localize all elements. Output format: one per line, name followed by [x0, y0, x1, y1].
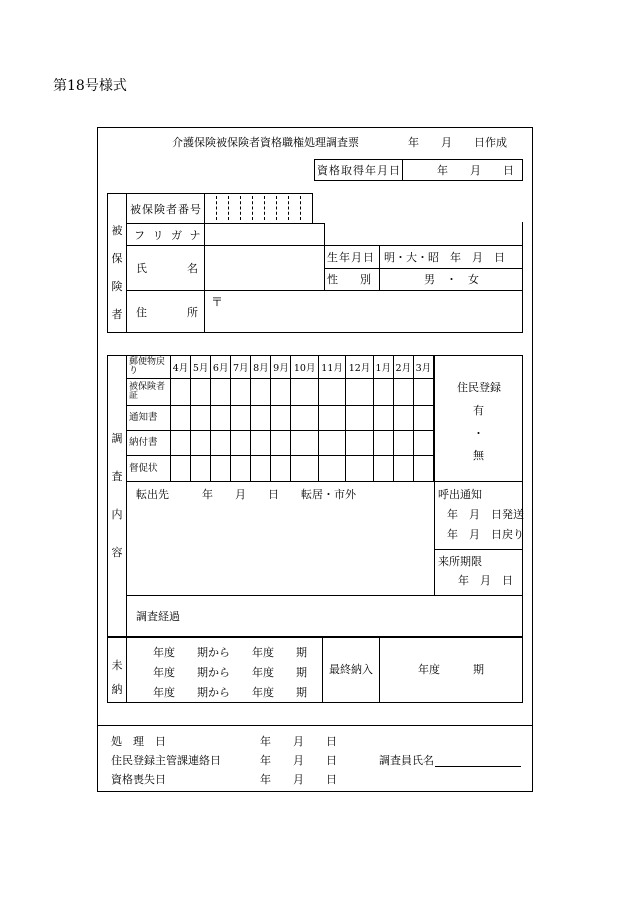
- month-header: 10月: [291, 356, 318, 379]
- moveout-text: 転出先 年 月 日 転居・市外: [136, 488, 356, 501]
- month-header: 1月: [373, 356, 393, 379]
- month-header: 11月: [318, 356, 345, 379]
- callout-back: 年 月 日戻り: [447, 528, 524, 541]
- furigana-label: フ リ ガ ナ: [134, 229, 203, 242]
- address-label-2: 所: [187, 306, 198, 319]
- unpaid-row: 年度 期から 年度 期: [153, 666, 307, 679]
- row-label: 通知書: [127, 406, 171, 431]
- row-label: 納付書: [127, 431, 171, 456]
- birth-value: 明・大・昭 年 月 日: [384, 251, 505, 264]
- row-label: 督促状: [127, 456, 171, 482]
- month-header: 8月: [251, 356, 271, 379]
- unpaid-row: 年度 期から 年度 期: [153, 646, 307, 659]
- month-header: 12月: [346, 356, 373, 379]
- callout-sent: 年 月 日発送: [447, 508, 524, 521]
- acquisition-date-label: 資格取得年月日: [317, 164, 401, 177]
- month-header: 6月: [211, 356, 231, 379]
- form-number: 第18号様式: [53, 78, 127, 94]
- birth-label: 生年月日: [327, 251, 375, 264]
- visit-deadline-value: 年 月 日: [458, 574, 513, 587]
- month-header: 5月: [191, 356, 211, 379]
- unpaid-row: 年度 期から 年度 期: [153, 686, 307, 699]
- address-label-1: 住: [136, 306, 147, 319]
- loss-date-label: 資格喪失日: [111, 773, 166, 786]
- contact-date-label: 住民登録主管課連絡日: [111, 754, 221, 767]
- month-header: 2月: [393, 356, 413, 379]
- form-title: 介護保険被保険者資格職権処理調査票: [172, 136, 359, 149]
- unpaid-side-label: 未 納: [111, 659, 123, 696]
- contact-date-value: 年 月 日: [260, 754, 337, 767]
- last-payment-label: 最終納入: [329, 663, 373, 676]
- date-created: 年 月 日作成: [408, 136, 507, 149]
- name-label-1: 氏: [136, 262, 147, 275]
- process-date-label: 処 理 日: [111, 735, 166, 748]
- month-header: 4月: [171, 356, 191, 379]
- row-label: 被保険者証: [127, 379, 171, 406]
- month-header: 9月: [271, 356, 291, 379]
- insured-side-label: 被 保 険 者: [111, 224, 123, 321]
- investigator-label: 調査員氏名: [379, 754, 434, 767]
- resident-registration-title: 住民登録: [457, 381, 501, 394]
- survey-side-label: 調 査 内 容: [111, 432, 123, 559]
- postal-mark: 〒: [211, 295, 224, 309]
- mail-month-grid: [126, 355, 434, 482]
- sex-label: 性 別: [327, 273, 371, 286]
- sex-value: 男 ・ 女: [424, 273, 479, 286]
- row-label: 郵便物戻り: [127, 356, 171, 379]
- callout-title: 呼出通知: [438, 488, 482, 501]
- insured-number-label: 被保険者番号: [130, 203, 202, 216]
- last-payment-value: 年度 期: [418, 663, 484, 676]
- resident-yes: 有: [473, 404, 484, 417]
- visit-deadline-title: 来所期限: [438, 555, 482, 568]
- month-header: 3月: [413, 356, 433, 379]
- progress-label: 調査経過: [136, 610, 180, 623]
- loss-date-value: 年 月 日: [260, 773, 337, 786]
- investigator-signature-line: [435, 766, 521, 767]
- month-header: 7月: [231, 356, 251, 379]
- process-date-value: 年 月 日: [260, 735, 337, 748]
- name-label-2: 名: [187, 262, 198, 275]
- acquisition-date-value: 年 月 日: [437, 164, 514, 177]
- resident-no: 無: [473, 449, 484, 462]
- resident-dot: ・: [473, 427, 484, 440]
